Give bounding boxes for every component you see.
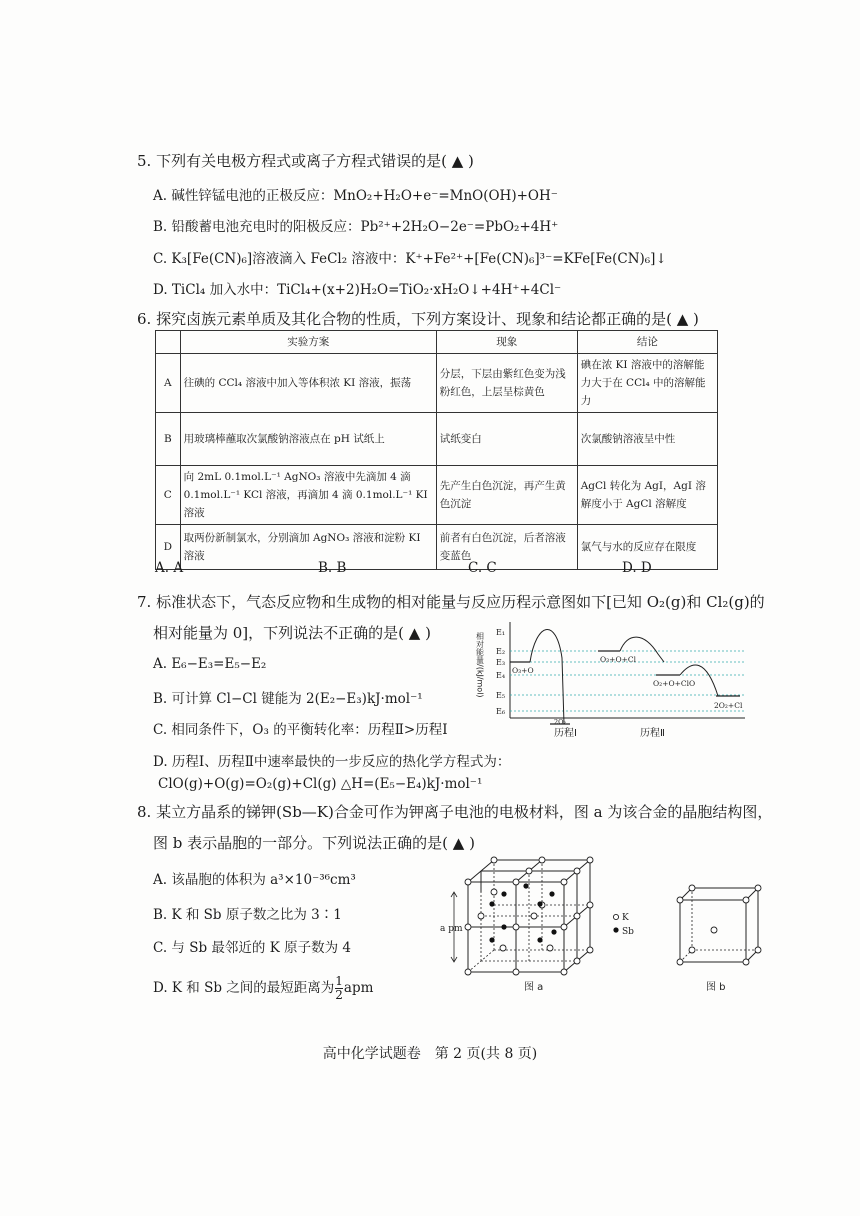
q5-option-c: C. K₃[Fe(CN)₆]溶液滴入 FeCl₂ 溶液中：K⁺+Fe²⁺+[Fe(CN)₆]³⁻=KFe[Fe(CN)₆]↓	[153, 251, 667, 267]
table-cell: 取两份新制氯水，分别滴加 AgNO₃ 溶液和淀粉 KI 溶液	[180, 525, 436, 570]
table-cell: D	[156, 525, 181, 570]
q6-stem: 6. 探究卤族元素单质及其化合物的性质，下列方案设计、现象和结论都正确的是( ▲ )	[137, 310, 699, 328]
q8-stem-line2: 图 b 表示晶胞的一部分。下列说法正确的是( ▲ )	[153, 834, 475, 852]
path-1-label: 历程Ⅰ	[554, 728, 577, 739]
fraction-numerator: 1	[335, 974, 343, 988]
level-e1: E₁	[496, 628, 506, 637]
path-1-curve	[530, 629, 567, 726]
q8-option-c: C. 与 Sb 最邻近的 K 原子数为 4	[153, 940, 351, 956]
table-cell: 碘在浓 KI 溶液中的溶解能力大于在 CCl₄ 中的溶解能力	[577, 354, 717, 413]
table-header	[156, 331, 181, 354]
label-2o2-cl: 2O₂+Cl	[714, 701, 743, 710]
experiment-table	[155, 330, 718, 570]
table-cell: 氯气与水的反应存在限度	[577, 525, 717, 570]
cell-a-hidden-edges	[468, 860, 590, 972]
q5-stem: 5. 下列有关电极方程式或离子方程式错误的是( ▲ )	[137, 152, 474, 170]
table-header: 结论	[577, 331, 717, 354]
table-row	[156, 413, 718, 466]
q6-choice-b: B. B	[318, 560, 347, 576]
table-cell: 分层，下层由紫红色变为浅粉红色，上层呈棕黄色	[436, 354, 577, 413]
table-cell: AgCl 转化为 AgI，AgI 溶解度小于 AgCl 溶解度	[577, 466, 717, 525]
q7-option-a: A. E₆−E₃=E₅−E₂	[153, 656, 267, 672]
sb-atoms	[489, 883, 556, 942]
legend-k-label: K	[622, 913, 629, 923]
dimension-label: a pm	[440, 924, 463, 934]
legend-sb-marker	[613, 927, 618, 932]
q7-option-b: B. 可计算 Cl−Cl 键能为 2(E₂−E₃)kJ·mol⁻¹	[153, 691, 423, 707]
table-cell: 用玻璃棒蘸取次氯酸钠溶液点在 pH 试纸上	[180, 413, 436, 466]
energy-profile-diagram	[470, 618, 760, 744]
table-cell: 前者有白色沉淀，后者溶液变蓝色	[436, 525, 577, 570]
level-e6: E₆	[496, 707, 506, 716]
label-o3-o-cl: O₃+O+Cl	[600, 655, 637, 664]
q5-option-d: D. TiCl₄ 加入水中：TiCl₄+(x+2)H₂O=TiO₂·xH₂O↓+4H⁺+4Cl⁻	[153, 282, 562, 298]
path-2-label: 历程Ⅱ	[640, 728, 665, 739]
caption-figure-a: 图 a	[524, 982, 544, 993]
fraction	[335, 975, 343, 1002]
level-e3: E₃	[496, 658, 506, 667]
table-cell: C	[156, 466, 181, 525]
table-header-row	[156, 331, 718, 354]
caption-figure-b: 图 b	[706, 982, 726, 993]
q6-choice-c: C. C	[468, 560, 497, 576]
q7-stem-line1: 7. 标准状态下，气态反应物和生成物的相对能量与反应历程示意图如下[已知 O₂(g)和 Cl₂(g)的	[137, 593, 765, 611]
q8-option-b: B. K 和 Sb 原子数之比为 3∶1	[153, 907, 342, 923]
table-header: 现象	[436, 331, 577, 354]
fraction-denominator: 2	[335, 988, 343, 1002]
q7-option-c: C. 相同条件下，O₃ 的平衡转化率：历程Ⅱ>历程Ⅰ	[153, 722, 448, 738]
page-footer: 高中化学试题卷 第 2 页(共 8 页)	[322, 1046, 538, 1062]
q8-option-d-unit: apm	[343, 980, 374, 996]
table-cell: 次氯酸钠溶液呈中性	[577, 413, 717, 466]
q8-stem-line1: 8. 某立方晶系的锑钾(Sb—K)合金可作为钾离子电池的电极材料，图 a 为该合金的晶胞结构图，	[137, 803, 773, 821]
table-cell: 往碘的 CCl₄ 溶液中加入等体积浓 KI 溶液，振荡	[180, 354, 436, 413]
table-cell: B	[156, 413, 181, 466]
q5-option-b: B. 铅酸蓄电池充电时的阳极反应：Pb²⁺+2H₂O−2e⁻=PbO₂+4H⁺	[153, 219, 559, 235]
q6-choice-a: A. A	[155, 560, 184, 576]
q8-option-d-text: D. K 和 Sb 之间的最短距离为	[153, 980, 335, 996]
level-e5: E₅	[496, 691, 506, 700]
energy-axis-label: 相对能量/(kJ/mol)	[475, 632, 485, 698]
q8-option-a: A. 该晶胞的体积为 a³×10⁻³⁶cm³	[153, 872, 356, 888]
table-row	[156, 354, 718, 413]
q6-choice-d: D. D	[622, 560, 652, 576]
legend-sb-label: Sb	[622, 927, 634, 937]
level-e4: E₄	[496, 671, 506, 680]
table-cell: 试纸变白	[436, 413, 577, 466]
label-2o2: 2O₂	[554, 718, 567, 726]
table-header: 实验方案	[180, 331, 436, 354]
legend-k-marker	[613, 914, 618, 919]
table-row	[156, 466, 718, 525]
q5-option-a: A. 碱性锌锰电池的正极反应：MnO₂+H₂O+e⁻=MnO(OH)+OH⁻	[153, 188, 558, 204]
table-cell: 先产生白色沉淀，再产生黄色沉淀	[436, 466, 577, 525]
label-o3-o: O₃+O	[512, 666, 534, 675]
q7-option-d: D. 历程Ⅰ、历程Ⅱ中速率最快的一步反应的热化学方程式为：	[153, 754, 511, 770]
q8-option-d	[153, 975, 373, 1002]
table-cell: A	[156, 354, 181, 413]
table-cell: 向 2mL 0.1mol.L⁻¹ AgNO₃ 溶液中先滴加 4 滴 0.1mol.L⁻¹ KCl 溶液，再滴加 4 滴 0.1mol.L⁻¹ KI 溶液	[180, 466, 436, 525]
q7-stem-line2: 相对能量为 0]，下列说法不正确的是( ▲ )	[153, 624, 431, 642]
label-o2-o-clo: O₂+O+ClO	[653, 679, 696, 688]
crystal-cell-figures	[436, 852, 766, 993]
q7-option-d-equation: ClO(g)+O(g)=O₂(g)+Cl(g) △H=(E₅−E₄)kJ·mol⁻¹	[158, 776, 483, 792]
level-e2: E₂	[496, 647, 506, 656]
